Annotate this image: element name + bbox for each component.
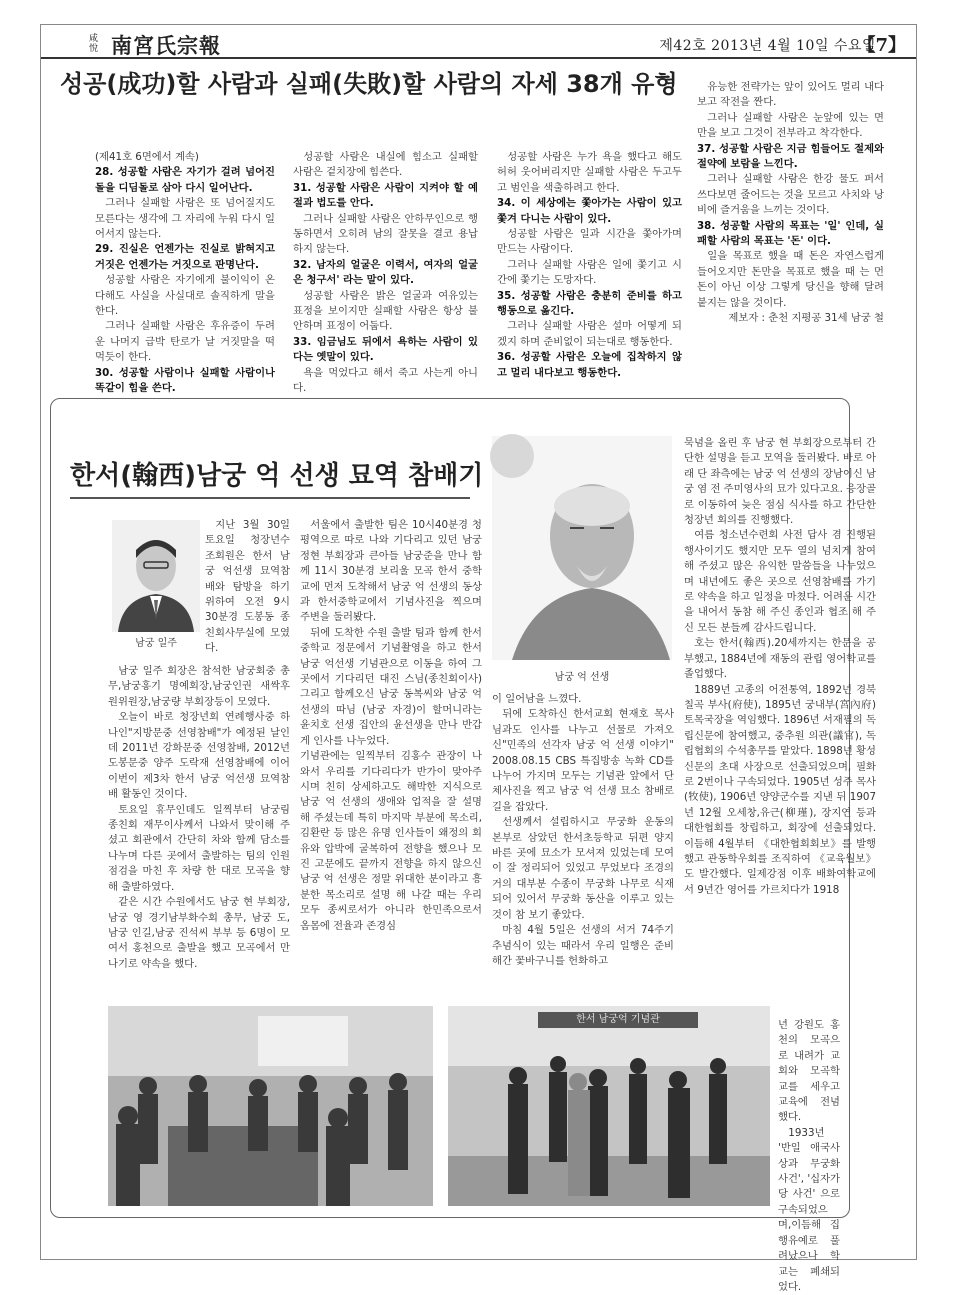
paragraph: 뒤에 도착한 수원 출발 팀과 함께 한서중학교 정문에서 기념촬영을 하고 한서 남궁 억선생 기념관으로 이동을 하여 그곳에서 기다리던 대진 스님(종친회이사)그리고 함께오신 남궁 동복씨와 남궁 억 선생의 따님 (남궁 자경)이 할머니라는 윤치호 선생 집안의 윤선생을 만나 반갑게 인사를 나누었다. (300, 626, 482, 747)
paragraph: 호는 한서(翰西).20세까지는 한문을 공부했고, 1884년에 재동의 관립 영어학교를 졸업했다. (684, 637, 876, 681)
article1-column-4 (697, 80, 884, 327)
paragraph: 그러나 실패할 사람은 일에 쫓기고 시간에 쫓기는 도망자다. (497, 258, 682, 287)
paragraph: 유능한 전략가는 앞이 있어도 멀리 내다 보고 작전을 짠다. (697, 81, 884, 109)
portrait-photo (112, 520, 200, 632)
paragraph: 38. 성공할 사람의 목표는 '일' 인데, 실패할 사람의 목표는 '돈' 이다. (697, 219, 884, 248)
paragraph: 그러나 실패할 사람은 후유증이 두려운 나머지 급박 탄로가 날 거짓말을 떡 먹듯이 한다. (95, 320, 275, 364)
logo-small: 咸悅 (89, 34, 99, 54)
paragraph: 30. 성공할 사람이나 실패할 사람이나 똑같이 힘을 쓴다. (95, 366, 275, 395)
title-underline (70, 497, 470, 499)
museum-visit-photo (108, 1006, 433, 1206)
paragraph: 묵념을 올린 후 남궁 현 부회장으로부터 간단한 설명을 듣고 모역을 둘러봤다. 바로 아래 단 좌측에는 남궁 억 선생의 장남이신 남궁 염 전 주미영사의 묘가 있다고요. 응장골로 이동하여 늦은 점심 식사를 하고 간단한 청장년 회의를 진행했다. (684, 437, 877, 527)
paragraph: 서울에서 출발한 팀은 10시40분경 청평역으로 따로 나와 기다리고 있던 남궁 정현 부회장과 큰아들 남궁준을 만나 함께 11시 30분경 보리울 모곡 한서 중학교에 먼저 도착해서 남궁 억 선생의 동상과 한서중학교에서 기념사진을 찍으며 주변을 둘러봤다. (300, 519, 482, 624)
paragraph: 33. 임금님도 뒤에서 욕하는 사람이 있다는 옛말이 있다. (293, 335, 478, 364)
article2-column-4-narrow (778, 1018, 840, 1295)
article1-column-2 (293, 150, 478, 397)
paragraph: 29. 진실은 언젠가는 진실로 밝혀지고 거짓은 언젠가는 거짓으로 판명난다. (95, 243, 275, 271)
paper-name: 南宮氏宗報 (111, 33, 221, 58)
paragraph: 선생께서 설립하시고 무궁화 운동의 본부로 삼았던 한서초등학교 뒤편 양지바른 곳에 묘소가 모셔져 있었는데 모여이 잘 정리되어 있었고 무었보다 조경의 거의 대부분 수종이 무궁화 나무로 식재되어 있어서 무궁화 동산을 이루고 있는 것이 참 보기 좋았다. (492, 816, 674, 921)
paragraph: 남궁 일주 회장은 참석한 남궁회중 총무,남궁홍기 명예회장,남궁인권 새싹후원위원장,남궁량 부회장등이 모였다. (108, 665, 290, 708)
paragraph: 1889년 고종의 어전통역, 1892년 경북 칠곡 부사(府使), 1895년 궁내부(宮內府)토목국장을 역임했다. 1896년 서재필의 독립신문에 참여했고, 중추원 의관(議官), 독립협회의 수석총무를 맡았다. 1898년 황성신문의 초대 사장으로 선출되었으며, 필화로 2번이나 구속되었다. 1905년 성주 목사(牧使), 1906년 양양군수를 지낸 뒤 1907년 12월 오세창,유근(柳瑾), 장지연 등과 대한협회를 창립하고, 회장에 선출되었다. 이듬해 4월부터 《대한협회회보》를 발행했고 관동학우회를 조직하여 《교육월보》도 발간했다. 일제강점 이후 배화여학교에서 9년간 영어를 가르치다가 1918 (684, 683, 876, 896)
masthead (41, 25, 916, 59)
paragraph: 제보자 : 춘천 지평공 31세 남궁 철 (728, 312, 884, 325)
memorial-hall-sign: 한서 남궁억 기념관 (576, 1014, 660, 1025)
article2-title: 한서(翰西)남궁 억 선생 묘역 참배기 (70, 461, 484, 491)
paragraph: 일을 목표로 했을 때 돈은 자연스럽게 들어오지만 돈만을 목표로 했을 때 는 먼 돈이 아닌 이상 그렇게 당신을 향해 달려 붙지는 않을 것이다. (697, 250, 884, 309)
paragraph: 오늘이 바로 청장년회 연례행사중 하나인"지방문중 선영참배"가 예정된 날인데 2011년 강화문중 선영참배, 2012년 도봉문중 양주 도락재 선영참배에 이어 이번이 제3차 한서 남궁 억선생 묘역참배 활동인 것이다. (108, 711, 290, 801)
article1-title: 성공(成功)할 사람과 실패(失敗)할 사람의 자세 38개 유형 (60, 70, 678, 98)
paragraph: 36. 성공할 사람은 오늘에 집착하지 않고 멀리 내다보고 행동한다. (497, 351, 682, 379)
paragraph: 31. 성공할 사람은 사람이 지켜야 할 예절과 법도를 안다. (293, 181, 478, 210)
article1-column-1 (95, 150, 275, 397)
teacher-caption: 남궁 억 선생 (554, 672, 610, 683)
paragraph: 여름 청소년수련회 사전 답사 겸 진행된 행사이기도 했지만 모두 열의 넘치게 참여해 주셨고 많은 유익한 말씀들을 나누었으며 내년에도 좋은 곳으로 선영참배를 가기로 약속을 하고 일정을 마쳤다. 어려운 시간을 내어서 동참 해 주신 종인과 협조 해 주신 모든 분들께 감사드립니다. (684, 529, 877, 634)
paragraph: 그러나 실패할 사람은 눈앞에 있는 면 만을 보고 그것이 전부라고 착각한다. (697, 111, 884, 140)
paragraph: 성공할 사람은 일과 시간을 쫓아가며 만드는 사람이다. (497, 228, 682, 256)
paragraph: 그러나 실패할 사람은 안하무인으로 행동하면서 오히려 남의 잘못을 결코 용납하지 않는다. (293, 212, 478, 256)
paragraph: 35. 성공할 사람은 충분히 준비를 하고 행동으로 옮긴다. (497, 289, 682, 318)
paragraph: 34. 이 세상에는 쫓아가는 사람이 있고 쫓겨 다니는 사람이 있다. (497, 197, 682, 225)
page-number: 【7】 (857, 35, 906, 56)
paragraph: 지난 3월 30일 토요일 청장년수 조회원은 한서 남궁 억선생 묘역참배와 탐방을 하기 위하여 오전 9시30분경 도봉동 종친회사무실에 모였다. (205, 519, 290, 655)
article2-column-2 (300, 518, 482, 934)
paragraph: 1933년 '반일 애국사상과 무궁화사건', '십자가당 사건' 으로 구속되었으며,이듬해 집행유예로 풀려났으나 학교는 폐쇄되었다. (778, 1126, 840, 1293)
paragraph: 28. 성공할 사람은 자기가 걸려 넘어진 돌을 디딤돌로 삼아 다시 일어난다. (95, 166, 275, 194)
paragraph: (제41호 6면에서 계속) (95, 151, 199, 163)
article2-column-4 (684, 436, 876, 898)
article2-column-1-top (205, 518, 290, 657)
paragraph: 성공할 사람은 밝은 얼굴과 여유있는 표정을 보이지만 실패할 사람은 항상 불안하며 표정이 어둡다. (293, 289, 478, 333)
article1-column-3 (497, 150, 682, 381)
paragraph: 토요일 휴무인데도 일찍부터 남궁림 종친회 재무이사께서 나와서 맞이해 주셨고 회관에서 간단히 차와 함께 담소를 나누며 다른 곳에서 출발하는 팀의 인원 점검을 마친 후 차량 한 대로 모곡을 향해 출발하였다. (108, 803, 290, 893)
paragraph: 욕을 먹었다고 해서 죽고 사는게 아니다. (293, 366, 478, 395)
issue-info: 제42호 2013년 4월 10일 수요일 (659, 38, 876, 54)
paragraph: 성공할 사람은 자기에게 불이익이 온다해도 사실을 사실대로 솔직하게 말을 한다. (95, 274, 275, 318)
paragraph: 그러나 실패할 사람은 설마 어떻게 되겠지 하며 준비없이 되는대로 행동한다. (497, 320, 682, 348)
paragraph: 성공할 사람은 내실에 힘소고 실패할 사람은 겉치장에 힘쓴다. (293, 151, 478, 179)
paragraph: 년 강원도 홍천의 모곡으로 내려가 교회와 모곡학교를 세우고 교육에 전념했다. (778, 1019, 840, 1124)
paragraph: 그러나 실패할 사람은 또 넘어질지도 모른다는 생각에 그 자리에 누워 다시 일어서지 않는다. (95, 197, 275, 241)
paragraph: 성공할 사람은 누가 욕을 했다고 해도 허허 웃어버리지만 실패할 사람은 두고두고 범인을 색출하려고 한다. (497, 151, 682, 194)
paragraph: 뒤에 도착하신 한서교회 현재호 목사님과도 인사를 나누고 선물로 가져오신"민족의 선각자 남궁 억 선생 이야기" 2008.08.15 CBS 특집방송 녹화 CD를 나누어 가지며 모두는 기념관 앞에서 단체사진을 찍고 남궁 억 선생 묘소 참배로 길을 잡았다. (492, 708, 674, 813)
paragraph: 32. 남자의 얼굴은 이력서, 여자의 얼굴은 청구서' 라는 말이 있다. (293, 258, 478, 287)
paragraph: 이 일어남을 느꼈다. (492, 693, 582, 705)
article2-column-3 (492, 692, 674, 969)
paragraph: 같은 시간 수원에서도 남궁 현 부회장,남궁 영 경기남부화수회 총무, 남궁 도,남궁 인길,남궁 진석씨 부부 등 6명이 모여서 홍천으로 출발을 했고 모곡에서 만나기로 약속을 했다. (108, 896, 290, 970)
paragraph: 기념관에는 일찍부터 김홍수 관장이 나와서 우리를 기다리다가 반가이 맞아주시며 친히 상세하고도 해박한 지식으로 남궁 억 선생의 생애와 업적을 잘 설명 해 주셨는데 특히 마지막 부분에 목소리,김환란 등 많은 유명 인사들이 왜정의 회유와 압박에 굴복하여 전향을 했으나 모진 고문에도 끝까지 전향을 하지 않으신 남궁 억 선생은 정말 위대한 분이라고 흥분한 목소리로 설명 해 나갈 때는 우리 모두 종씨로서가 아니라 한민족으로서 옴몸에 전율과 존경심 (300, 750, 482, 932)
paragraph: 37. 성공할 사람은 지금 힘들어도 절제와 절약에 보람을 느낀다. (697, 142, 884, 171)
group-photo (448, 1006, 770, 1206)
paragraph: 마침 4월 5일은 선생의 서거 74주기 추념식이 있는 때라서 우리 일행은 준비해간 꽃바구니를 헌화하고 (492, 924, 674, 967)
teacher-photo (492, 436, 672, 660)
paragraph: 그러나 실패할 사람은 한강 물도 퍼서 쓰다보면 줄어드는 것을 모르고 사치와 낭비에 즐거움을 느끼는 것이다. (697, 173, 884, 217)
article2-column-1 (108, 664, 290, 972)
portrait-caption: 남궁 일주 (135, 638, 177, 649)
